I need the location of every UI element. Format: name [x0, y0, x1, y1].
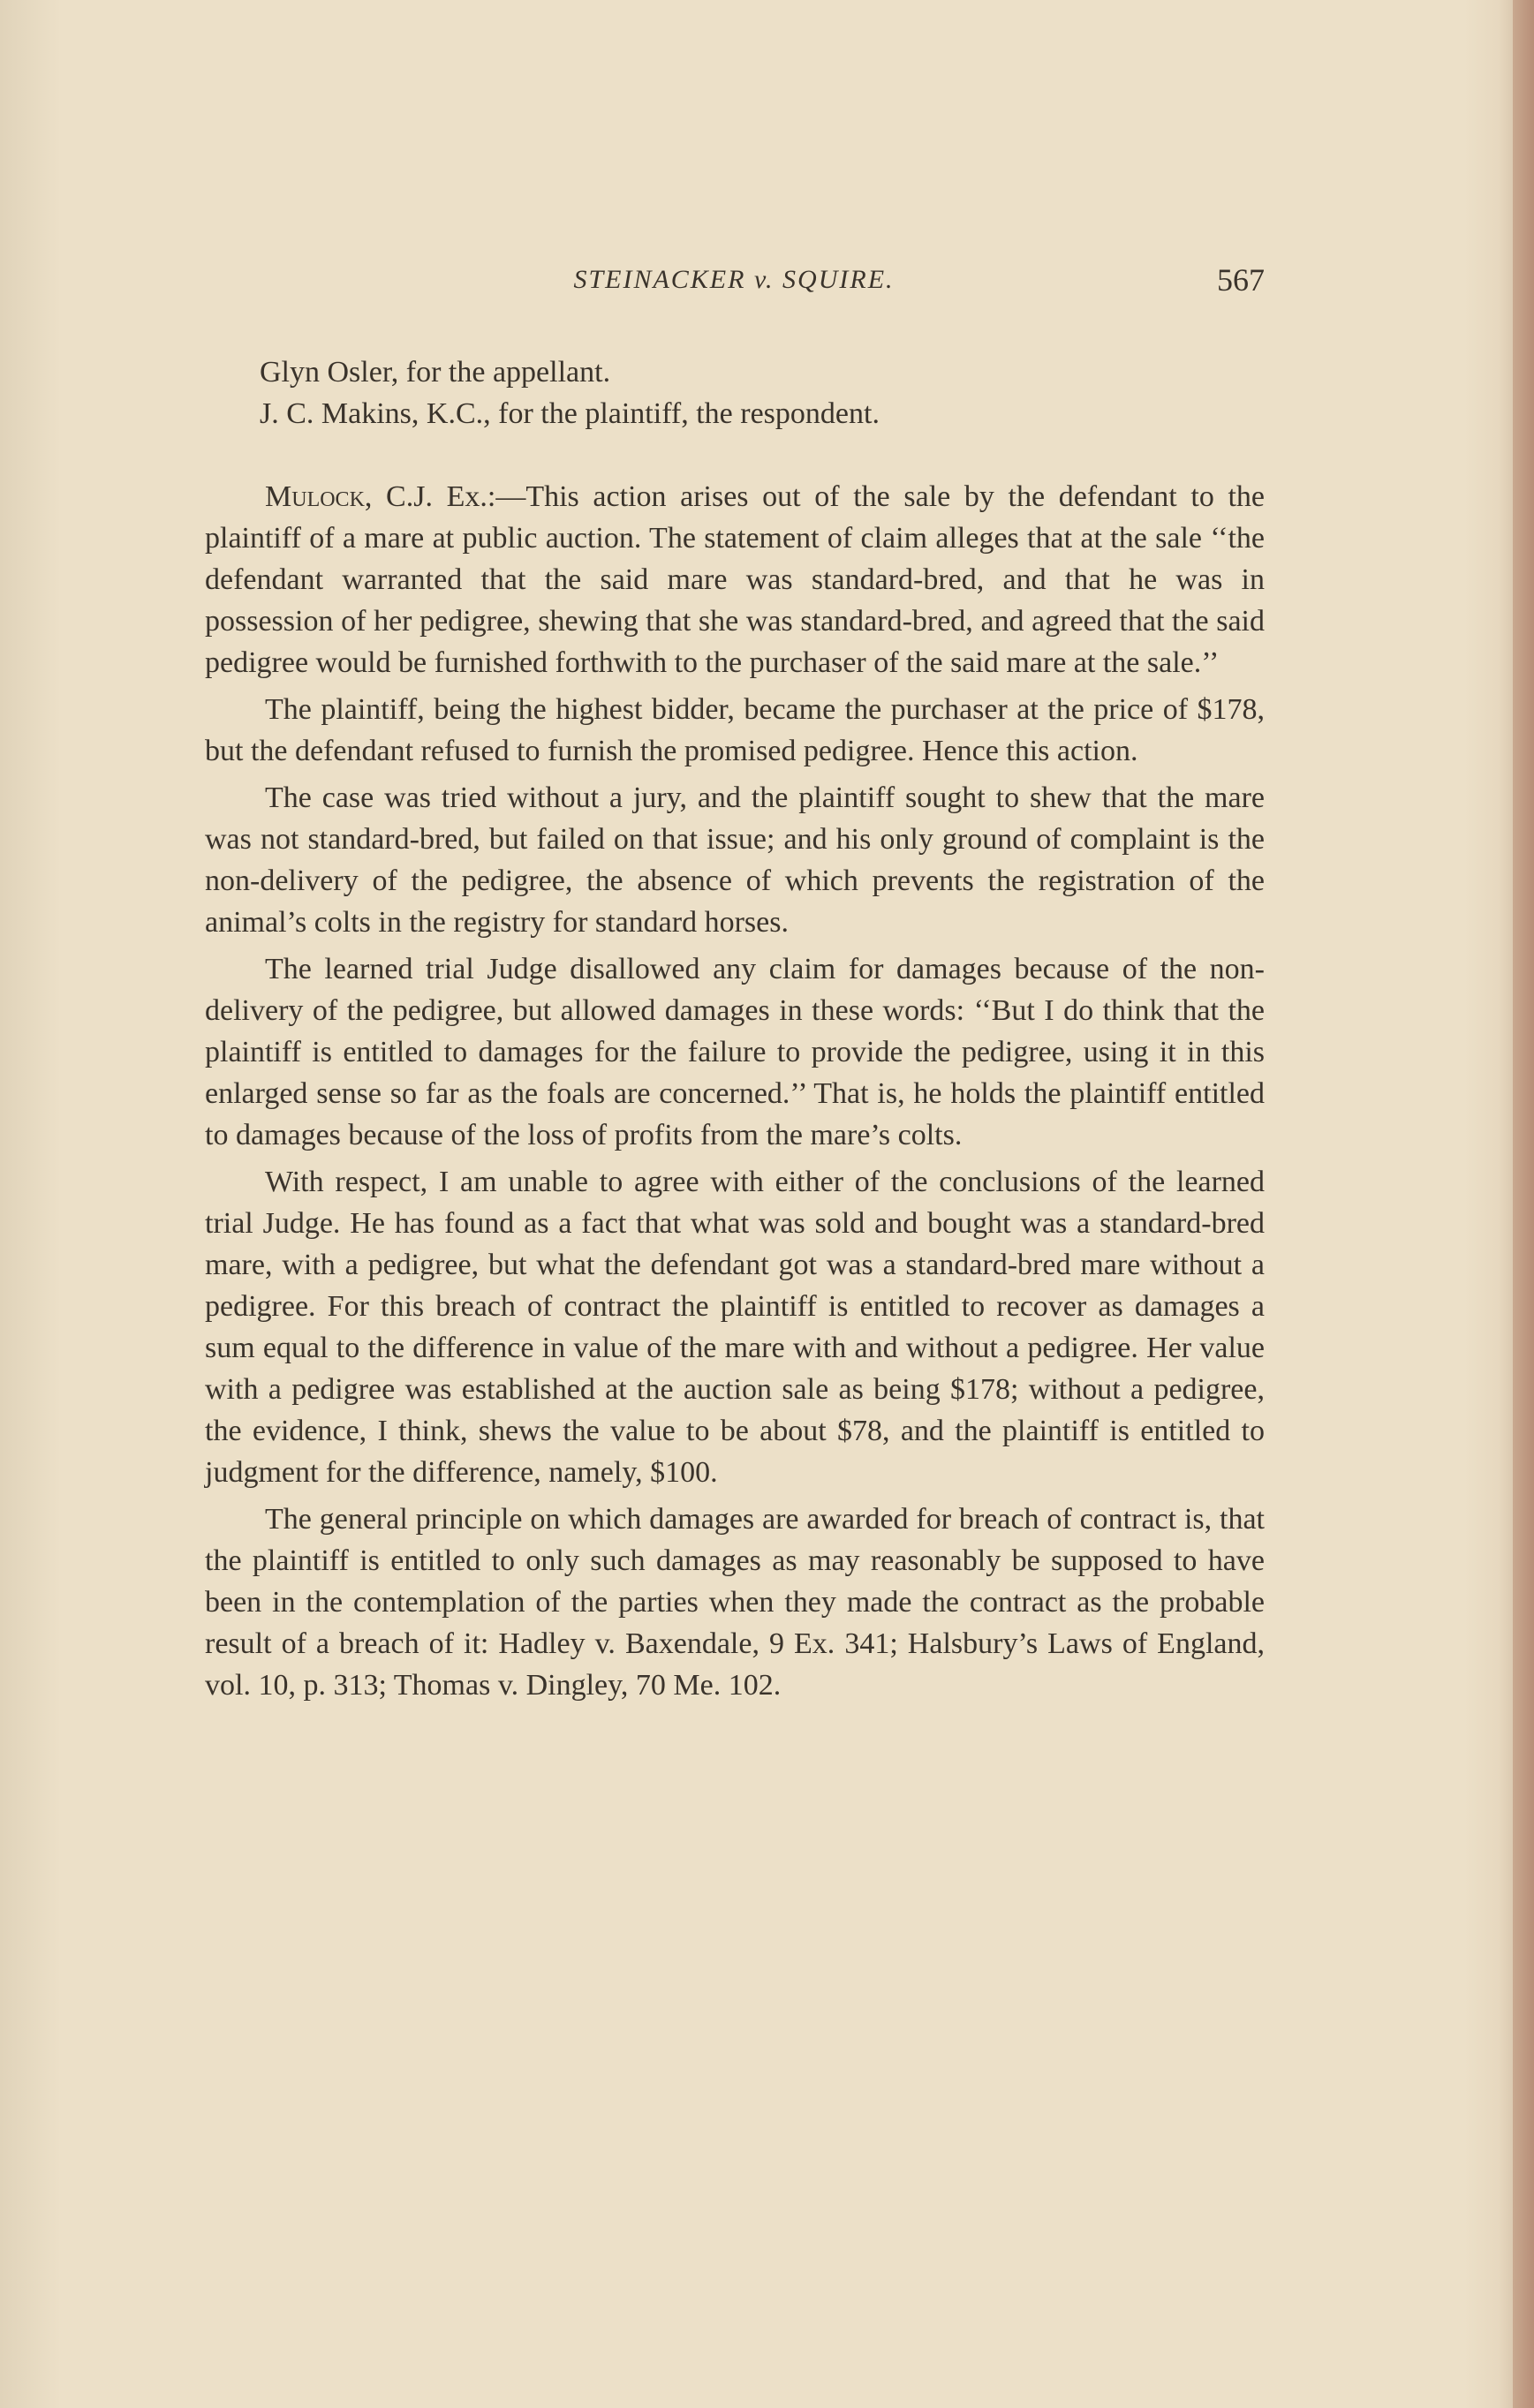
running-title: STEINACKER v. SQUIRE.	[573, 265, 895, 294]
body-text	[205, 351, 1265, 1706]
opening-text: —This action arises out of the sale by the defendant to the plaintiff of a mare at public auction. The statement of claim alleges that at the sale ‘‘the defendant warranted that the said mare was standard-bred, and that he was in possession of her pedigree, shewing that she was standard-bred, and agreed that the said pedigree would be furnished forthwith to the purchaser of the said mare at the sale.’’	[205, 480, 1265, 679]
page-edge	[1513, 0, 1534, 2408]
paragraph-conclusion: With respect, I am unable to agree with either of the conclusions of the learned trial Judge. He has found as a fact that what was sold and bought was a standard-bred mare, with a pedigree, but what the defendant got was a standard-bred mare without a pedigree. For this breach of contract the plaintiff is entitled to recover as damages a sum equal to the difference in value of the mare with and without a pedigree. Her value with a pedigree was established at the auction sale as being $178; without a pedigree, the evidence, I think, shews the value to be about $78, and the plaintiff is entitled to judgment for the difference, namely, $100.	[205, 1166, 1265, 1489]
page-number: 567	[1217, 262, 1265, 298]
counsel-appellant: Glyn Osler, for the appellant.	[260, 356, 611, 389]
paragraph-purchase: The plaintiff, being the highest bidder, became the purchaser at the price of $178, but the defendant refused to furnish the promised pedigree. Hence this action.	[205, 693, 1265, 767]
running-head	[203, 261, 1265, 306]
opening-paragraph	[205, 476, 1265, 683]
paragraph-trial: The case was tried without a jury, and the plaintiff sought to shew that the mare was not standard-bred, but failed on that issue; and his only ground of complaint is the non-delivery of the pedigree, the absence of which prevents the registration of the animal’s colts in the registry for standard horses.	[205, 781, 1265, 939]
counsel-respondent: J. C. Makins, K.C., for the plaintiff, the respondent.	[260, 397, 880, 430]
judge-title: , C.J. Ex.:	[364, 480, 496, 513]
paragraph-principle: The general principle on which damages are awarded for breach of contract is, that the plaintiff is entitled to only such damages as may reasonably be supposed to have been in the contemplation of the parties when they made the contract as the probable result of a breach of it: Hadley v. Baxendale, 9 Ex. 341; Halsbury’s Laws of England, vol. 10, p. 313; Thomas v. Dingley, 70 Me. 102.	[205, 1503, 1265, 1702]
judge-name: Mulock	[265, 480, 365, 513]
paragraph-trial-judge: The learned trial Judge disallowed any claim for damages because of the non-delivery of the pedigree, but allowed damages in these words: ‘‘But I do think that the plaintiff is entitled to damages for the failure to provide the pedigree, using it in this enlarged sense so far as the foals are concerned.’’ That is, he holds the plaintiff entitled to damages because of the loss of profits from the mare’s colts.	[205, 953, 1265, 1151]
